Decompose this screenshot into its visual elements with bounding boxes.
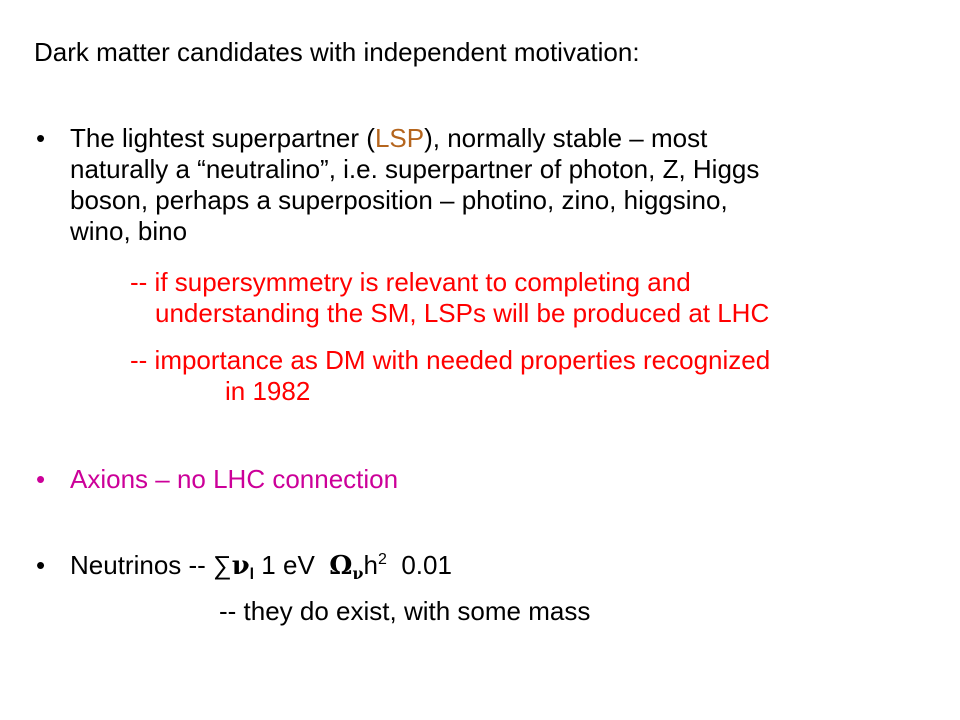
lsp-sub-1-line-1: -- if supersymmetry is relevant to completing and [130, 267, 691, 297]
subscript-l: l [249, 566, 255, 583]
lsp-sub-1-line-2: understanding the SM, LSPs will be produced at LHC [155, 298, 770, 328]
lsp-sub-2-line-1: -- importance as DM with needed properties recognized [130, 345, 771, 375]
bullet-marker-lsp: • [36, 123, 46, 153]
omega-symbol: Ω [329, 551, 353, 581]
neutrinos-sub-line: -- they do exist, with some mass [219, 596, 591, 626]
neutrinos-line [70, 550, 452, 582]
lsp-line-3: boson, perhaps a superposition – photino, zino, higgsino, [70, 185, 728, 215]
lsp-line-2: naturally a “neutralino”, i.e. superpartner of photon, Z, Higgs [70, 154, 760, 184]
axions-line: Axions – no LHC connection [70, 464, 399, 494]
lsp-sub-2-line-2: in 1982 [225, 376, 311, 406]
nu-symbol: ν [231, 551, 250, 581]
bullet-marker-neutrinos: • [36, 550, 46, 580]
h-symbol: h [363, 550, 378, 580]
superscript-2: 2 [377, 551, 387, 568]
neutrinos-prefix: Neutrinos -- ∑ [70, 550, 232, 580]
lsp-line-1-end: ), normally stable – most [424, 123, 708, 153]
bullet-marker-axions: • [36, 464, 46, 494]
neutrinos-value-2: 0.01 [394, 550, 452, 580]
lsp-acronym: LSP [374, 123, 425, 153]
lsp-line-4: wino, bino [70, 216, 188, 246]
lsp-line-1 [70, 123, 707, 154]
slide-heading: Dark matter candidates with independent motivation: [34, 37, 640, 67]
lsp-line-1-start: The lightest superpartner ( [70, 123, 375, 153]
neutrinos-value-1: 1 eV [254, 550, 323, 580]
subscript-nu: ν [352, 564, 364, 583]
